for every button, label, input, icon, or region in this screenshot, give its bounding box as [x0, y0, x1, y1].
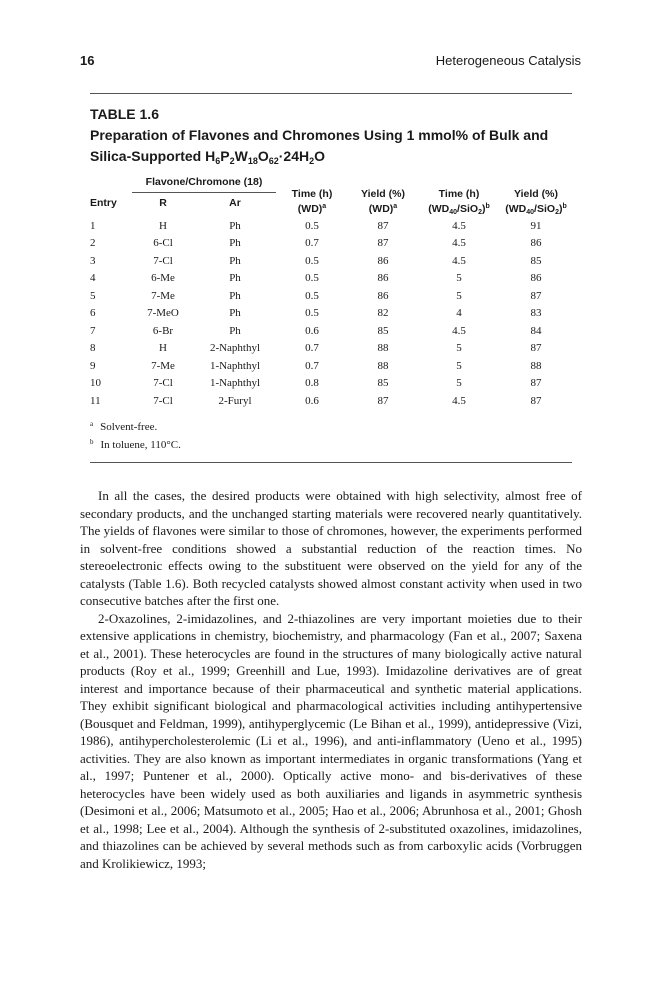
table-row: 4 6-Me Ph 0.5 86 5 86 [90, 272, 542, 285]
header-time-si: Time (h) $(WD_{40}/SiO_2)^b$ [428, 188, 490, 216]
caption-line1: Preparation of Flavones and Chromones Using 1 mmol% of Bulk and [90, 127, 549, 143]
footnote-a: $^a$ Solvent-free. [90, 420, 158, 433]
table-bottom-rule [90, 462, 572, 463]
table-row: 7 6-Br Ph 0.6 85 4.5 84 [90, 324, 542, 337]
paragraph-1: In all the cases, the desired products were obtained with high selectivity, almost free of secondary products, and the unchanged starting materials were recovered nearly quantitatively. The yields of flavones were similar to those of chromones, however, the experiments performed in solvent-free conditions showed a substantial reduction of the reaction times. No stereoelectronic effects owing to the substituent were observed on the yield for any of the catalysts (Table 1.6). Both recycled catalysts showed almost constant activity when used in two consecutive batches after the first one. [80, 488, 582, 608]
table-row: 3 7-Cl Ph 0.5 86 4.5 85 [90, 254, 542, 267]
header-r: R [159, 197, 167, 209]
page-number: 16 [80, 53, 95, 68]
table-label: TABLE 1.6 [90, 106, 159, 122]
header-ar: Ar [229, 197, 241, 209]
table-row: 8 H 2-Naphthyl 0.7 88 5 87 [90, 342, 542, 355]
table-footnotes [90, 418, 181, 454]
table-top-rule [90, 93, 572, 94]
body-text [80, 487, 582, 872]
table-row: 6 7-MeO Ph 0.5 82 4 83 [90, 307, 542, 320]
table-row: 2 6-Cl Ph 0.7 87 4.5 86 [90, 237, 542, 250]
footnote-b: $^b$ In toluene, 110°C. [90, 438, 181, 451]
caption-line2: Silica-Supported $H_6P_2W_{18}O_{62}\cdot 24H_2O$ [90, 148, 326, 166]
header-time-wd: Time (h) (WD)$^a$ [291, 188, 333, 215]
header-yield-wd: Yield (%) (WD)$^a$ [361, 188, 405, 215]
table-row: 10 7-Cl 1-Naphthyl 0.8 85 5 87 [90, 377, 542, 390]
paragraph-2: 2-Oxazolines, 2-imidazolines, and 2-thiazolines are very important moieties due to their extensive applications in chemistry, biochemistry, and pharmacology (Fan et al., 2007; Saxena et al., 2001). These heterocycles are found in the structures of many biologically active natural products (Roy et al., 1999; Greenhill and Lue, 1993). Imidazoline derivatives are of great interest and importance because of their pharmaceutical and synthetic material applications. They exhibit significant biological and pharmacological activities including antihypertensive (Bousquet and Feldman, 1999), antihyperglycemic (Le Bihan et al., 1999), antidepressive (Vizi, 1986), antihypercholesterolemic (Li et al., 1996), and anti-inflammatory (Ueno et al., 1995) activities. They are also known as important intermediates in organic transformations (Yang et al., 1997; Puntener et al., 2000). Optically active mono- and bis-derivatives of these heterocycles have been widely used as both auxiliaries and ligands in asymmetric synthesis (Desimoni et al., 2006; Matsumoto et al., 2005; Hao et al., 2006; Abrunhosa et al., 2001; Ghosh et al., 1998; Lee et al., 2004). Although the synthesis of 2-substituted oxazolines, imidazolines, and thiazolines can be achieved by several methods such as from carboxylic acids (Vorbruggen and Krolikiewicz, 1993; [80, 610, 582, 871]
header-yield-si: Yield (%) $(WD_{40}/SiO_2)^b$ [505, 188, 567, 216]
table-row: 11 7-Cl 2-Furyl 0.6 87 4.5 87 [90, 394, 542, 407]
header-entry: Entry [90, 197, 117, 209]
table-row: 9 7-Me 1-Naphthyl 0.7 88 5 88 [90, 359, 542, 372]
table-row: 1 H Ph 0.5 87 4.5 91 [90, 219, 542, 232]
table-row: 5 7-Me Ph 0.5 86 5 87 [90, 289, 542, 302]
group-header: Flavone/Chromone (18) [132, 175, 276, 193]
table-caption [90, 125, 570, 167]
flavone-table [90, 175, 572, 410]
running-head: Heterogeneous Catalysis [435, 53, 581, 68]
